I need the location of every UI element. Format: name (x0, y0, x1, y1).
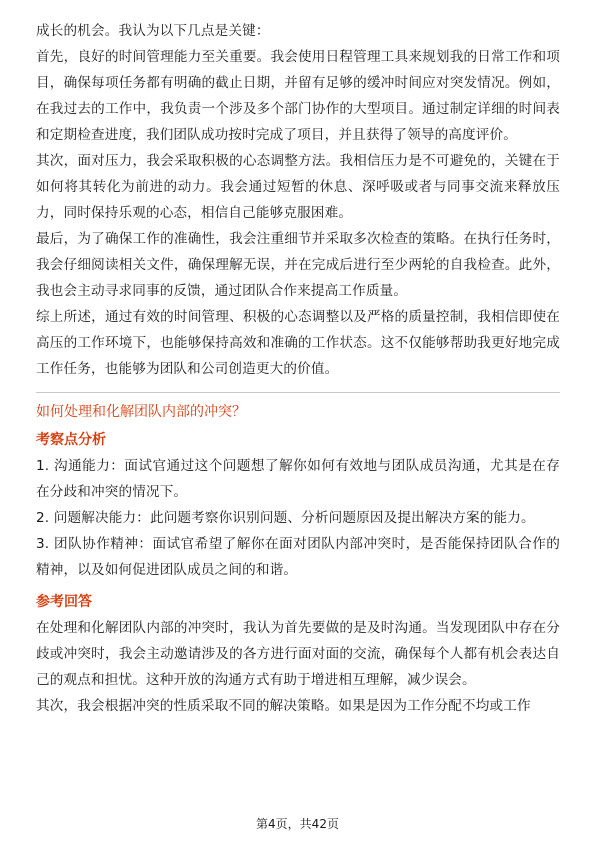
question-heading: 如何处理和化解团队内部的冲突？ (36, 404, 246, 420)
body-paragraph: 综上所述，通过有效的时间管理、积极的心态调整以及严格的质量控制，我相信即使在高压的工作环境下，也能够保持高效和准确的工作状态。这不仅能够帮助我更好地完成工作任务，也能够为团队和公司创造更大的价值。 (36, 309, 560, 377)
analysis-item: 1. 沟通能力：面试官通过这个问题想了解你如何有效地与团队成员沟通，尤其是在存在分歧和冲突的情况下。 (36, 458, 560, 500)
body-paragraph: 其次，面对压力，我会采取积极的心态调整方法。我相信压力是不可避免的，关键在于如何将其转化为前进的动力。我会通过短暂的休息、深呼吸或者与同事交流来释放压力，同时保持乐观的心态，相信自己能够克服困难。 (36, 153, 560, 221)
analysis-title: 考察点分析 (36, 432, 106, 448)
body-paragraph: 首先，良好的时间管理能力至关重要。我会使用日程管理工具来规划我的日常工作和项目，确保每项任务都有明确的截止日期，并留有足够的缓冲时间应对突发情况。例如，在我过去的工作中，我负责一个涉及多个部门协作的大型项目。通过制定详细的时间表和定期检查进度，我们团队成功按时完成了项目，并且获得了领导的高度评价。 (36, 49, 560, 143)
body-paragraph: 最后，为了确保工作的准确性，我会注重细节并采取多次检查的策略。在执行任务时，我会仔细阅读相关文件，确保理解无误，并在完成后进行至少两轮的自我检查。此外，我也会主动寻求同事的反馈，通过团队合作来提高工作质量。 (36, 231, 560, 299)
body-paragraph: 成长的机会。我认为以下几点是关键： (36, 23, 270, 39)
answer-title: 参考回答 (36, 594, 92, 610)
section-divider (36, 392, 560, 393)
page-content (36, 18, 560, 719)
analysis-item: 2. 问题解决能力：此问题考察你识别问题、分析问题原因及提出解决方案的能力。 (36, 510, 535, 526)
answer-paragraph: 在处理和化解团队内部的冲突时，我认为首先要做的是及时沟通。当发现团队中存在分歧或冲突时，我会主动邀请涉及的各方进行面对面的交流，确保每个人都有机会表达自己的观点和担忧。这种开放的沟通方式有助于增进相互理解，减少误会。 (36, 620, 560, 688)
page-number: 第4页，共42页 (256, 817, 339, 831)
answer-paragraph: 其次，我会根据冲突的性质采取不同的解决策略。如果是因为工作分配不均或工作 (36, 698, 531, 714)
analysis-item: 3. 团队协作精神：面试官希望了解你在面对团队内部冲突时，是否能保持团队合作的精神，以及如何促进团队成员之间的和谐。 (36, 536, 560, 578)
